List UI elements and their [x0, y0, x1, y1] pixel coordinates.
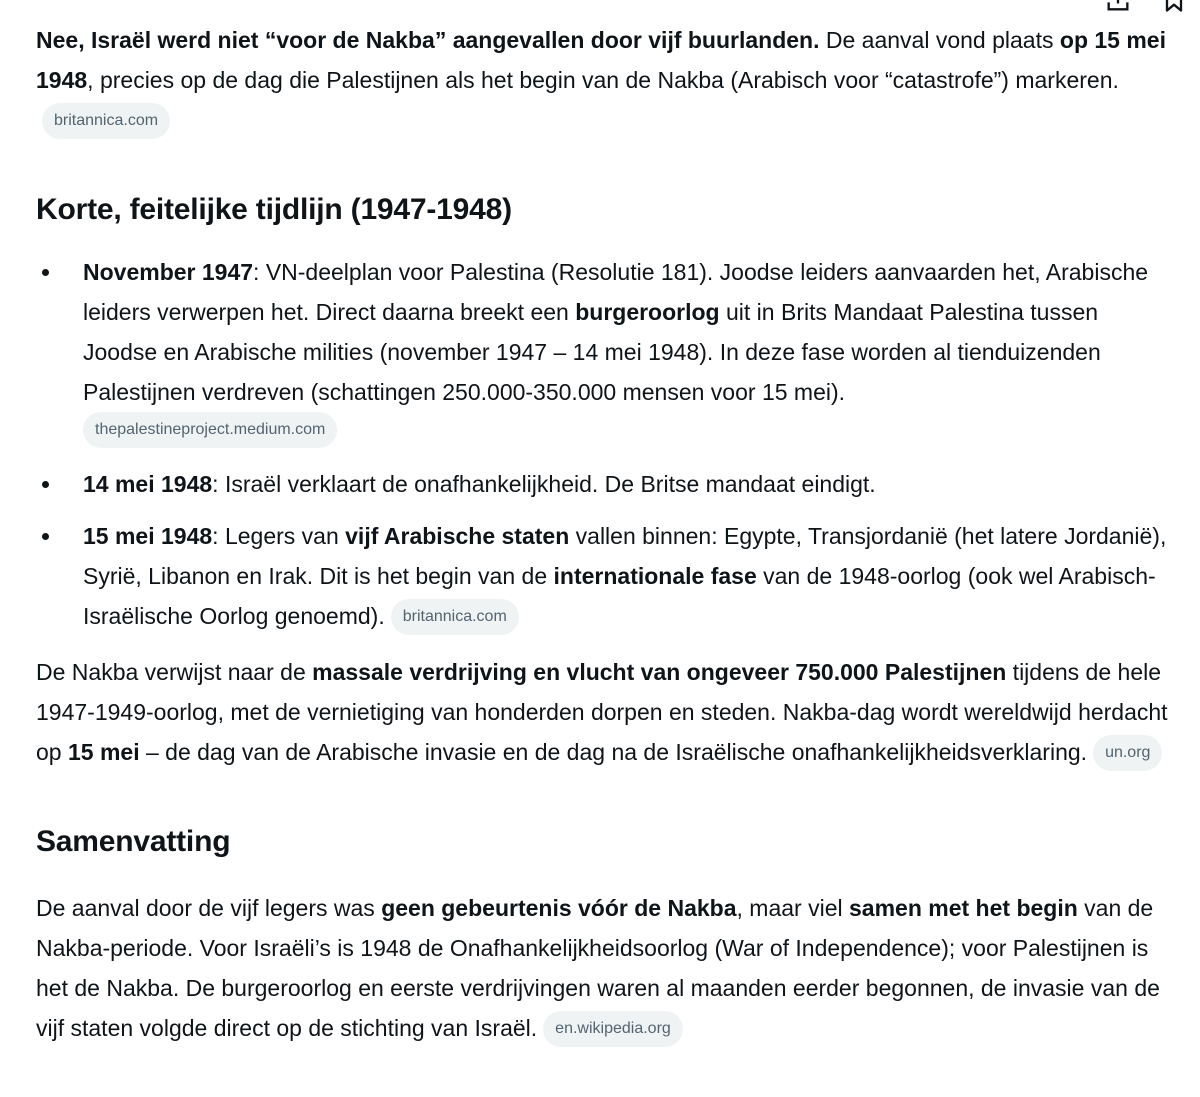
- summary-text: , maar viel: [736, 895, 849, 921]
- source-pill-un[interactable]: un.org: [1093, 735, 1162, 771]
- intro-bold-1: Nee, Israël werd niet “voor de Nakba” aangevallen door vijf buurlanden.: [36, 27, 820, 53]
- timeline-date: November 1947: [83, 259, 254, 285]
- summary-text: De aanval door de vijf legers was: [36, 895, 382, 921]
- intro-bold-2: op 15 mei 1948: [36, 27, 1166, 93]
- timeline-date: 15 mei 1948: [83, 523, 213, 549]
- timeline-text: : Israël verklaart de onafhankelijkheid. De Britse mandaat eindigt.: [212, 471, 876, 497]
- timeline-heading: Korte, feitelijke tijdlijn (1947-1948): [36, 193, 512, 226]
- summary-heading: Samenvatting: [36, 825, 231, 858]
- timeline-bold: vijf Arabische staten: [345, 523, 570, 549]
- timeline-text: uit in Brits Mandaat Palestina tussen Joodse en Arabische milities (november 1947 – 14 mei 1948). In deze fase worden al tienduizenden Palestijnen verdreven (schattingen 250.000-350.000 mensen voor 15 mei).: [83, 299, 1101, 405]
- answer-content: [36, 20, 1176, 1048]
- summary-bold: samen met het begin: [849, 895, 1078, 921]
- summary-paragraph: [36, 888, 1176, 1048]
- intro-paragraph: [36, 20, 1176, 140]
- timeline-text: vallen binnen: Egypte, Transjordanië (het latere Jordanië), Syrië, Libanon en Irak. Dit is het begin van de: [83, 523, 1167, 589]
- timeline-bold: internationale fase: [553, 563, 757, 589]
- nakba-bold: 15 mei: [67, 739, 140, 765]
- nakba-text: De Nakba verwijst naar de: [36, 659, 313, 685]
- intro-text-2: , precies op de dag die Palestijnen als het begin van de Nakba (Arabisch voor “catastrofe”) markeren.: [87, 67, 1119, 93]
- nakba-text: tijdens de hele 1947-1949-oorlog, met de vernietiging van honderden dorpen en steden. Nakba-dag wordt wereldwijd herdacht op: [36, 659, 1168, 765]
- source-pill-britannica[interactable]: britannica.com: [391, 599, 519, 635]
- nakba-paragraph: [36, 652, 1176, 772]
- share-icon[interactable]: [1104, 0, 1132, 14]
- nakba-text: – de dag van de Arabische invasie en de dag na de Israëlische onafhankelijkheidsverklaring.: [139, 739, 1088, 765]
- bookmark-icon[interactable]: [1160, 0, 1188, 14]
- summary-bold: geen gebeurtenis vóór de Nakba: [381, 895, 737, 921]
- timeline-text: van de 1948-oorlog (ook wel Arabisch-Israëlische Oorlog genoemd).: [83, 563, 1156, 629]
- timeline-bold: burgeroorlog: [575, 299, 720, 325]
- timeline-text: : Legers van: [212, 523, 346, 549]
- timeline-item-14-may-1948: [36, 464, 1176, 504]
- intro-text-1: De aanval vond plaats: [819, 27, 1060, 53]
- source-pill-britannica[interactable]: britannica.com: [42, 103, 170, 139]
- timeline-text: : VN-deelplan voor Palestina (Resolutie 181). Joodse leiders aanvaarden het, Arabische leiders verwerpen het. Direct daarna breekt een: [83, 259, 1149, 325]
- source-pill-wikipedia[interactable]: en.wikipedia.org: [543, 1011, 683, 1047]
- timeline-item-15-may-1948: [36, 516, 1176, 636]
- timeline-item-nov-1947: [36, 252, 1176, 452]
- top-actions: [1104, 0, 1188, 14]
- nakba-bold: massale verdrijving en vlucht van ongeveer 750.000 Palestijnen: [312, 659, 1007, 685]
- timeline-list: [36, 252, 1176, 636]
- timeline-date: 14 mei 1948: [83, 471, 213, 497]
- source-pill-palestineproject[interactable]: thepalestineproject.medium.com: [83, 412, 337, 448]
- summary-text: van de Nakba-periode. Voor Israëli’s is 1948 de Onafhankelijkheidsoorlog (War of Independence); voor Palestijnen is het de Nakba. De burgeroorlog en eerste verdrijvingen waren al maanden eerder begonnen, de invasie van de vijf staten volgde direct op de stichting van Israël.: [36, 895, 1160, 1041]
